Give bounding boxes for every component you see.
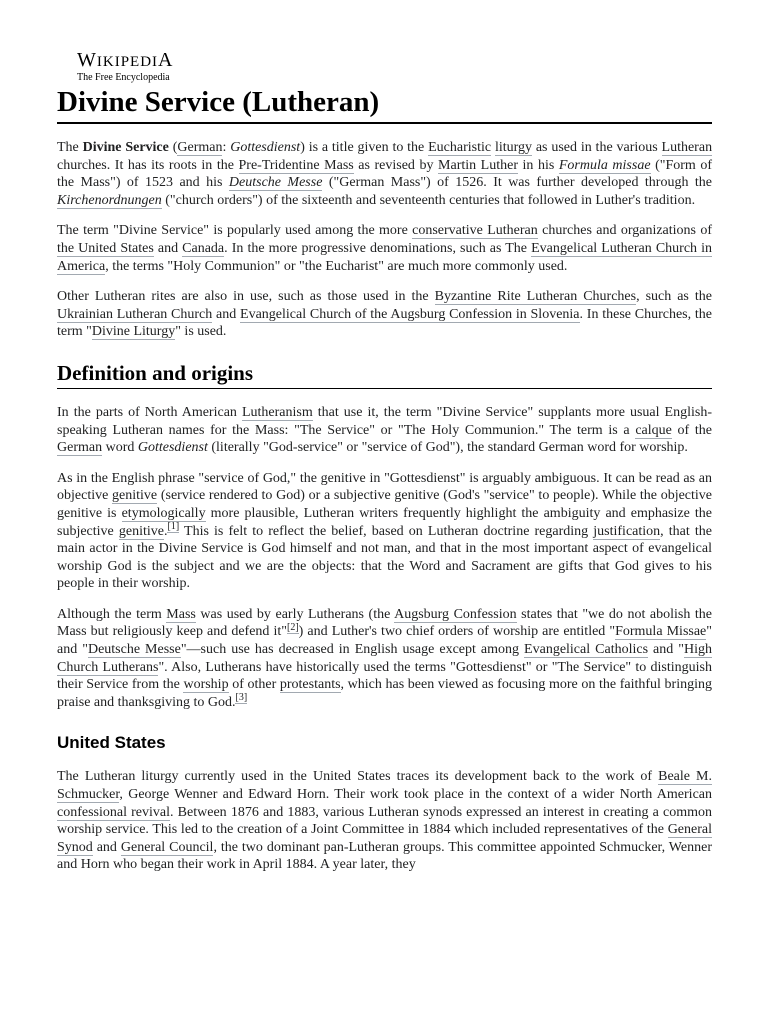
link-byzantine-rite-lutheran-churches[interactable]: Byzantine Rite Lutheran Churches [434, 289, 637, 305]
article-subject-bold: Divine Service [82, 140, 169, 155]
link-evangelical-catholics[interactable]: Evangelical Catholics [524, 642, 649, 658]
link-formula-missae[interactable]: Formula Missae [615, 624, 707, 640]
link-lutheran[interactable]: Lutheran [661, 140, 713, 155]
link-protestants[interactable]: protestants [279, 677, 341, 693]
logo-wordmark: WIKIPEDIA [77, 49, 174, 71]
link-evangelical-church-slovenia[interactable]: Evangelical Church of the Augsburg Confession in Slovenia [240, 306, 580, 322]
link-united-states[interactable]: the United States [57, 240, 154, 256]
link-mass[interactable]: Mass [166, 606, 196, 622]
link-kirchenordnungen[interactable]: Kirchenordnungen [57, 192, 162, 208]
link-german[interactable]: German [177, 140, 223, 155]
link-formula-missae[interactable]: Formula missae [558, 157, 651, 173]
reference-link[interactable]: [2] [287, 621, 299, 633]
reference-3[interactable] [235, 692, 247, 704]
link-beale-m-schmucker[interactable]: Beale M. Schmucker [57, 769, 712, 803]
heading-united-states: United States [57, 733, 166, 753]
link-liturgy[interactable]: liturgy [494, 140, 533, 155]
logo-tagline: The Free Encyclopedia [77, 72, 170, 83]
reference-1[interactable] [167, 521, 179, 533]
definition-paragraph-3: Although the term Mass was used by early Lutherans (the Augsburg Confession states that "we do not abolish the Mass but religiously keep and defend it"[2]) and Luther's two chief orders of worship are entitled "Formula Missae" and "Deutsche Messe"—such use has decreased in English usage except among Evangelical Catholics and "High Church Lutherans". Also, Lutherans have historically used the terms "Gottesdienst" or "The Service" to distinguish their Service from the worship of other protestants, which has been viewed as focusing more on the faithful bringing praise and thanksgiving to God.[3] [57, 606, 713, 710]
link-confessional-revival[interactable]: confessional revival [57, 804, 171, 820]
page-title: Divine Service (Lutheran) [57, 84, 712, 124]
reference-link[interactable]: [1] [167, 520, 180, 532]
definition-paragraph-2: As in the English phrase "service of God," the genitive in "Gottesdienst" is arguably ambiguous. It can be read as an objective genitive (service rendered to God) or a subjective genitive (God's "service" to people). While the objective genitive is etymologically more plausible, Lutheran writers frequently highlight the ambiguity and emphasize the subjective genitive.[1] This is felt to reflect the belief, based on Lutheran doctrine regarding justification, that the main actor in the Divine Service is God himself and not man, and that in the most important aspect of evangelical worship God is the subject and we are the objects: that the Word and Sacrament are gifts that God gives to his people in their worship. [57, 470, 713, 592]
link-genitive[interactable]: genitive [118, 523, 164, 539]
link-conservative-lutheran[interactable]: conservative Lutheran [412, 223, 538, 239]
link-high-church-lutherans[interactable]: High Church Lutherans [57, 642, 712, 675]
link-canada[interactable]: Canada [182, 240, 225, 256]
link-ukrainian-lutheran-church[interactable]: Ukrainian Lutheran Church [57, 306, 213, 322]
reference-link[interactable]: [3] [235, 692, 248, 704]
link-deutsche-messe[interactable]: Deutsche Messe [228, 175, 323, 191]
intro-paragraph-2: The term "Divine Service" is popularly used among the more conservative Lutheran churches and organizations of the United States and Canada. In the more progressive denominations, such as The Evangelical Lutheran Church in America, the terms "Holy Communion" or "the Eucharist" are much more commonly used. [57, 223, 713, 274]
link-lutheranism[interactable]: Lutheranism [241, 404, 313, 420]
link-martin-luther[interactable]: Martin Luther [438, 157, 518, 173]
definition-paragraph-1: In the parts of North American Lutheranism that use it, the term "Divine Service" supplants more usual English-speaking Lutheran names for the Mass: "The Service" or "The Holy Communion." The term is a calque of the German word Gottesdienst (literally "God-service" or "service of God"), the standard German word for worship. [57, 404, 712, 456]
link-justification[interactable]: justification [593, 523, 661, 539]
link-elca[interactable]: Evangelical Lutheran Church in America [57, 240, 713, 274]
link-genitive[interactable]: genitive [112, 488, 158, 504]
wikipedia-logo[interactable] [77, 50, 227, 84]
link-eucharistic[interactable]: Eucharistic [428, 140, 492, 155]
link-deutsche-messe[interactable]: Deutsche Messe [87, 642, 181, 658]
link-pre-tridentine-mass[interactable]: Pre-Tridentine Mass [238, 157, 354, 173]
intro-paragraph-1: The Divine Service (German: Gottesdienst) is a title given to the Eucharistic liturgy as used in the various Lutheran churches. It has its roots in the Pre-Tridentine Mass as revised by Martin Luther in his Formula missae ("Form of the Mass") of 1523 and his Deutsche Messe ("German Mass") of 1526. It was further developed through the Kirchenordnungen ("church orders") of the sixteenth and seventeenth centuries that followed in Luther's tradition. [57, 140, 713, 208]
intro-paragraph-3: Other Lutheran rites are also in use, such as those used in the Byzantine Rite Lutheran Churches, such as the Ukrainian Lutheran Church and Evangelical Church of the Augsburg Confession in Slovenia. In these Churches, the term "Divine Liturgy" is used. [57, 289, 712, 340]
article-body [57, 139, 712, 887]
united-states-paragraph-1: The Lutheran liturgy currently used in the United States traces its development back to the work of Beale M. Schmucker, George Wenner and Edward Horn. Their work took place in the context of a wider North American confessional revival. Between 1876 and 1883, various Lutheran synods expressed an interest in creating a common worship service. This led to the creation of a Joint Committee in 1884 which included representatives of the General Synod and General Council, the two dominant pan-Lutheran groups. This committee appointed Schmucker, Wenner and Horn who began their work in April 1884. A year later, they [57, 769, 712, 873]
link-german[interactable]: German [57, 440, 103, 456]
link-general-synod[interactable]: General Synod [57, 822, 712, 855]
link-etymologically[interactable]: etymologically [121, 505, 206, 521]
link-worship[interactable]: worship [183, 677, 229, 693]
reference-2[interactable] [287, 622, 299, 634]
link-general-council[interactable]: General Council [120, 839, 214, 855]
link-divine-liturgy[interactable]: Divine Liturgy [91, 324, 176, 340]
link-augsburg-confession[interactable]: Augsburg Confession [394, 606, 517, 622]
link-calque[interactable]: calque [635, 422, 672, 438]
heading-definition-and-origins: Definition and origins [57, 360, 712, 389]
